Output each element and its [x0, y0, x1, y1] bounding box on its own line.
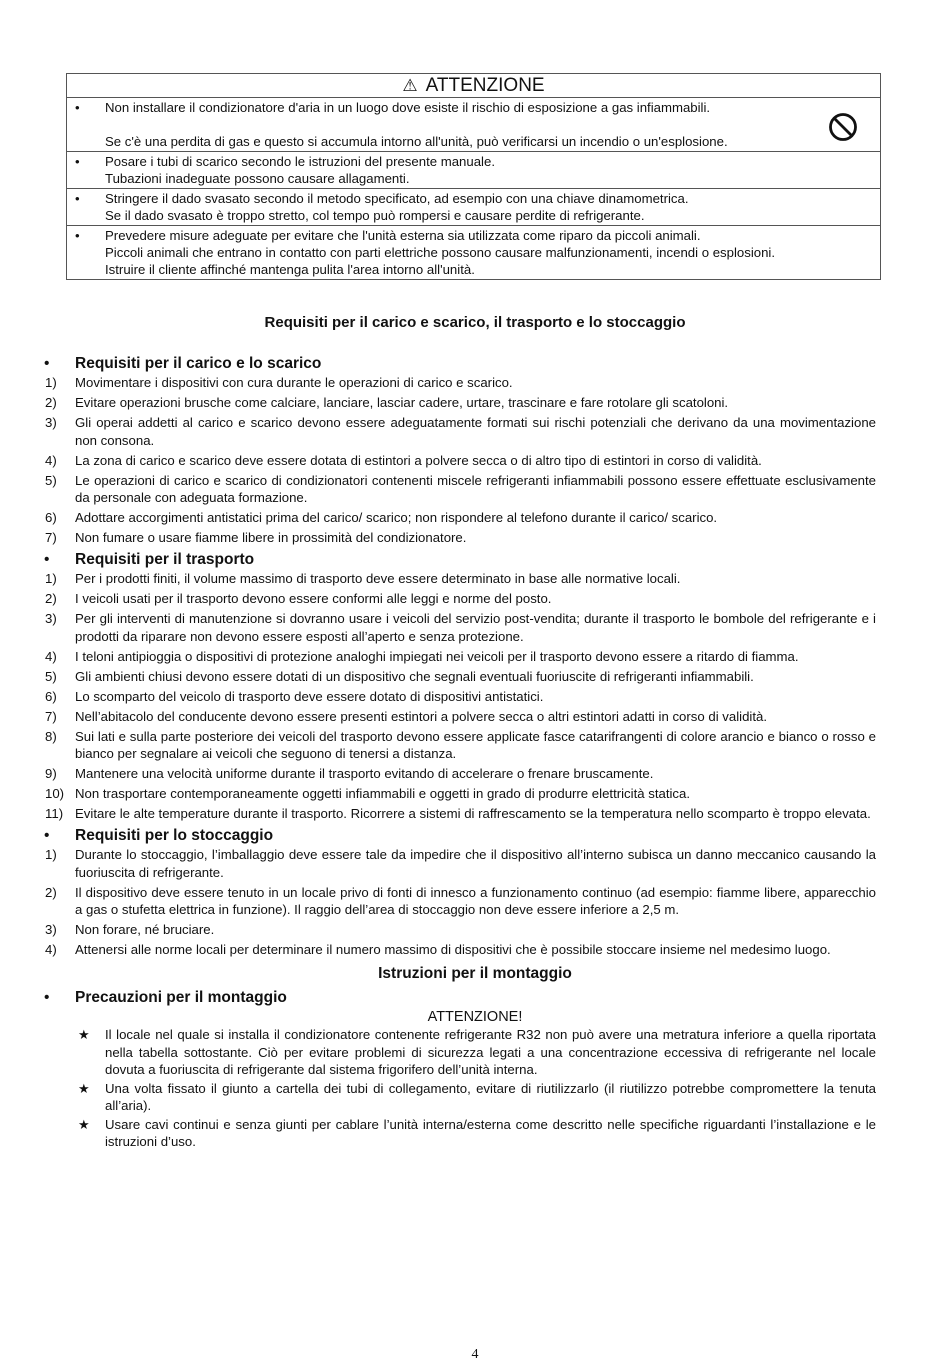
item-text: Attenersi alle norme locali per determinare il numero massimo di dispositivi che è possibile stoccare insieme nel medesimo luogo. [75, 942, 831, 957]
item-text: Una volta fissato il giunto a cartella dei tubi di collegamento, evitare di riutilizzarlo (il riutilizzo potrebbe compromettere la tenuta all’aria). [105, 1080, 876, 1113]
bullet-icon: • [75, 191, 80, 206]
list-item [0, 846, 950, 881]
list-item [0, 509, 950, 527]
list-item [0, 785, 950, 803]
bullet-icon: • [44, 551, 50, 568]
item-text: Le operazioni di carico e scarico di condizionatori contenenti miscele refrigeranti infiammabili possono essere effettuate esclusivamente da personale con adeguata formazione. [75, 472, 876, 505]
section-heading [0, 825, 950, 846]
item-text: La zona di carico e scarico deve essere dotata di estintori a polvere secca o di altro tipo di estintori in corso di validità. [75, 452, 762, 468]
warning-triangle-icon: ⚠ [402, 76, 418, 95]
warning-text: Istruire il cliente affinché mantenga pulita l'area intorno all'unità. [105, 262, 475, 277]
item-text: Adottare accorgimenti antistatici prima del carico/ scarico; non rispondere al telefono durante il carico/ scarico. [75, 510, 718, 525]
item-number: 11) [45, 806, 64, 821]
item-text: Mantenere una velocità uniforme durante il trasporto evitando di accelerare o frenare bruscamente. [75, 766, 654, 781]
item-number: 6) [45, 688, 57, 704]
section-heading-text: Requisiti per il trasporto [75, 551, 255, 568]
warning-text: Se c'è una perdita di gas e questo si accumula intorno all'unità, può verificarsi un incendio o un'esplosione. [105, 134, 728, 149]
item-text: Durante lo stoccaggio, l’imballaggio deve essere tale da impedire che il dispositivo all’interno subisca un danno meccanico causando la fuoriuscita di refrigerante. [75, 847, 876, 880]
star-item [0, 1026, 950, 1079]
list-item [0, 472, 950, 507]
list-item [0, 452, 950, 470]
item-number: 6) [45, 510, 57, 525]
star-item [0, 1080, 950, 1115]
bullet-icon: • [44, 989, 50, 1006]
item-number: 5) [45, 472, 57, 488]
list-item [0, 728, 950, 763]
item-text: Gli ambienti chiusi devono essere dotati di un dispositivo che segnali eventuali fuoriuscite di refrigeranti infiammabili. [75, 668, 754, 684]
item-number: 3) [45, 415, 57, 430]
prohibited-icon [828, 112, 858, 142]
item-text: Gli operai addetti al carico e scarico devono essere adeguatamente formati sui rischi potenziali che derivano da una movimentazione non consona. [75, 415, 876, 448]
bullet-icon: • [75, 100, 80, 115]
warning-table [66, 73, 881, 280]
section-heading-text: Precauzioni per il montaggio [75, 989, 287, 1006]
list-item [0, 570, 950, 588]
item-text: I veicoli usati per il trasporto devono essere conformi alle leggi e norme del posto. [75, 591, 552, 606]
warning-text: Tubazioni inadeguate possono causare allagamenti. [105, 171, 410, 186]
bullet-icon: • [44, 827, 50, 844]
item-number: 9) [45, 766, 57, 781]
warning-text: Posare i tubi di scarico secondo le istruzioni del presente manuale. [105, 154, 495, 169]
attention-label: ATTENZIONE! [427, 1009, 523, 1025]
star-icon: ★ [78, 1116, 90, 1132]
item-text: Non forare, né bruciare. [75, 922, 215, 937]
item-text: Usare cavi continui e senza giunti per cablare l’unità interna/esterna come descritto nelle specifiche riguardanti l’installazione e le istruzioni d’uso. [105, 1116, 876, 1149]
item-text: Evitare operazioni brusche come calciare, lanciare, lasciar cadere, urtare, trascinare e fare rotolare gli scatoloni. [75, 395, 729, 410]
warning-text: Prevedere misure adeguate per evitare che l'unità esterna sia utilizzata come riparo da piccoli animali. [105, 228, 701, 243]
item-number: 8) [45, 728, 57, 744]
item-number: 10) [45, 786, 65, 801]
section-heading [0, 353, 950, 374]
item-number: 2) [45, 591, 57, 606]
warning-text: Stringere il dado svasato secondo il metodo specificato, ad esempio con una chiave dinamometrica. [105, 191, 689, 206]
item-number: 7) [45, 708, 57, 724]
warning-text: Piccoli animali che entrano in contatto con parti elettriche possono causare malfunzionamenti, incendi o esplosioni. [105, 245, 776, 260]
list-item [0, 941, 950, 959]
list-item [0, 590, 950, 608]
list-item [0, 414, 950, 449]
star-icon: ★ [78, 1027, 90, 1042]
bullet-icon: • [75, 228, 80, 243]
montaggio-heading [0, 987, 950, 1008]
warning-text: Se il dado svasato è troppo stretto, col tempo può rompersi e causare perdite di refrigerante. [105, 208, 645, 223]
section-heading-text: Requisiti per il carico e lo scarico [75, 355, 322, 372]
requirements-sections [0, 353, 950, 1152]
item-text: Per i prodotti finiti, il volume massimo di trasporto deve essere determinato in base alle normative locali. [75, 571, 681, 586]
list-item [0, 374, 950, 392]
warning-row [67, 226, 880, 279]
star-icon: ★ [78, 1080, 90, 1096]
list-item [0, 708, 950, 726]
warning-row [67, 152, 880, 189]
item-number: 3) [45, 922, 57, 937]
item-number: 4) [45, 452, 57, 468]
list-item [0, 610, 950, 645]
item-text: Il dispositivo deve essere tenuto in un locale privo di fonti di innesco a funzionamento continuo (ad esempio: fiamme libere, apparecchio a gas o stufetta elettrica in funzione). Il raggio dell’area di stoccaggio non deve essere inferiore a 2,5 m. [75, 884, 876, 917]
list-item [0, 688, 950, 706]
list-item [0, 884, 950, 919]
warning-title: ATTENZIONE [425, 75, 545, 96]
main-title: Requisiti per il carico e scarico, il trasporto e lo stoccaggio [264, 314, 686, 331]
item-text: I teloni antipioggia o dispositivi di protezione analoghi impiegati nei veicoli per il trasporto devono essere a ritardo di fiamma. [75, 648, 799, 664]
item-text: Non trasportare contemporaneamente oggetti infiammabili e oggetti in grado di produrre elettricità statica. [75, 786, 691, 801]
item-number: 3) [45, 611, 57, 626]
section-heading [0, 549, 950, 570]
item-number: 1) [45, 375, 57, 390]
item-text: Il locale nel quale si installa il condizionatore contenente refrigerante R32 non può avere una metratura inferiore a quella riportata nella tabella sottostante. Ciò per evitare problemi di sicurezza legati a una concentrazione eccessiva di refrigerante nel locale dovuta a fuoriuscita di refrigerante dal sistema frigorifero dell’unità interna. [105, 1027, 876, 1077]
list-item [0, 805, 950, 823]
list-item [0, 765, 950, 783]
item-text: Non fumare o usare fiamme libere in prossimità del condizionatore. [75, 530, 467, 545]
bullet-icon: • [75, 154, 80, 169]
item-number: 4) [45, 648, 57, 664]
list-item [0, 921, 950, 939]
item-text: Movimentare i dispositivi con cura durante le operazioni di carico e scarico. [75, 375, 513, 390]
list-item [0, 648, 950, 666]
warning-row [67, 98, 880, 152]
list-item [0, 529, 950, 547]
page-number: 4 [471, 1347, 479, 1362]
item-number: 5) [45, 668, 57, 684]
warning-text: Non installare il condizionatore d'aria in un luogo dove esiste il rischio di esposizione a gas infiammabili. [105, 100, 711, 115]
warning-row [67, 189, 880, 226]
section-heading-text: Requisiti per lo stoccaggio [75, 827, 274, 844]
item-text: Sui lati e sulla parte posteriore dei veicoli del trasporto devono essere applicate fasce catarifrangenti di colore arancio e bianco o rosso e bianco per segnalare ai veicoli che seguono di tenersi a distanza. [75, 728, 876, 761]
item-number: 2) [45, 884, 57, 900]
list-item [0, 668, 950, 686]
item-text: Evitare le alte temperature durante il trasporto. Ricorrere a sistemi di raffrescamento se la temperatura nello scomparto è troppo elevata. [75, 806, 871, 821]
montaggio-title: Istruzioni per il montaggio [378, 965, 572, 982]
item-number: 1) [45, 847, 57, 862]
item-number: 4) [45, 942, 57, 957]
star-item [0, 1116, 950, 1151]
warning-header [67, 74, 880, 98]
item-number: 1) [45, 571, 57, 586]
item-text: Lo scomparto del veicolo di trasporto deve essere dotato di dispositivi antistatici. [75, 688, 544, 704]
bullet-icon: • [44, 355, 50, 372]
warning-text [105, 116, 880, 133]
item-number: 7) [45, 530, 57, 545]
item-text: Nell’abitacolo del conducente devono essere presenti estintori a polvere secca o altri estintori adatti in corso di validità. [75, 708, 767, 724]
item-number: 2) [45, 395, 57, 410]
item-text: Per gli interventi di manutenzione si dovranno usare i veicoli del servizio post-vendita; durante il trasporto le bombole del refrigerante e i prodotti da riparare non devono essere esposti all’aperto e senza protezione. [75, 611, 876, 644]
list-item [0, 394, 950, 412]
